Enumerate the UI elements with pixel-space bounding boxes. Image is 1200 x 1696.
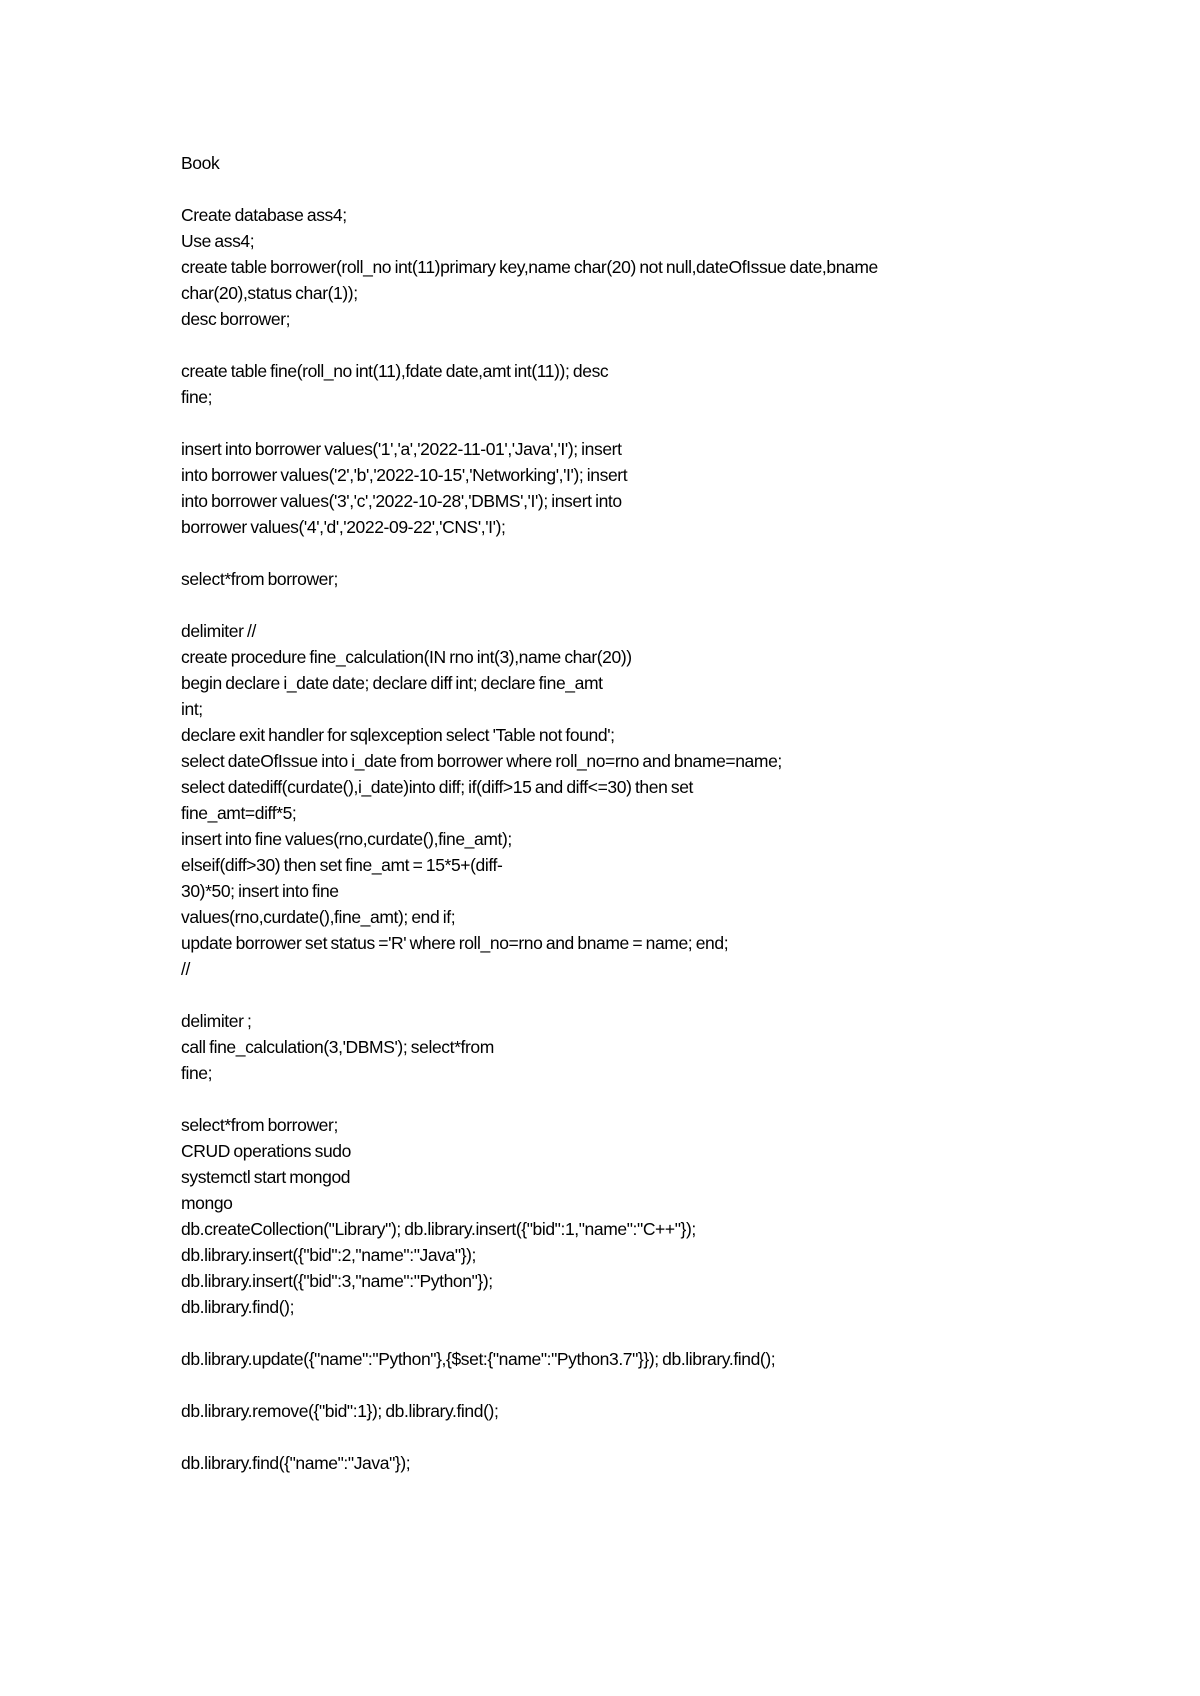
code-line: delimiter // (181, 621, 256, 641)
code-line: db.createCollection("Library"); db.library.insert({"bid":1,"name":"C++"}); (181, 1219, 696, 1239)
code-line: db.library.find({"name":"Java"}); (181, 1453, 411, 1473)
code-line: char(20),status char(1)); (181, 283, 358, 303)
code-line: desc borrower; (181, 309, 291, 329)
code-line: db.library.insert({"bid":2,"name":"Java"}); (181, 1245, 477, 1265)
code-line: select dateOfIssue into i_date from borrower where roll_no=rno and bname=name; (181, 751, 782, 771)
code-line: begin declare i_date date; declare diff int; declare fine_amt (181, 673, 603, 693)
code-line: CRUD operations sudo (181, 1141, 351, 1161)
code-block (181, 1398, 1141, 1424)
code-line: select*from borrower; (181, 1115, 338, 1135)
code-line: 30)*50; insert into fine (181, 881, 339, 901)
block-spacer (181, 1320, 1141, 1346)
code-line: int; (181, 699, 203, 719)
block-spacer (181, 1372, 1141, 1398)
block-spacer (181, 332, 1141, 358)
code-line: create procedure fine_calculation(IN rno int(3),name char(20)) (181, 647, 632, 667)
code-line: fine; (181, 387, 213, 407)
code-line: into borrower values('2','b','2022-10-15','Networking','I'); insert (181, 465, 628, 485)
code-block (181, 566, 1141, 592)
document-title: Book (181, 153, 220, 173)
code-line: create table fine(roll_no int(11),fdate date,amt int(11)); desc (181, 361, 609, 381)
code-block (181, 1008, 1141, 1086)
code-line: update borrower set status ='R' where roll_no=rno and bname = name; end; (181, 933, 729, 953)
code-line: db.library.remove({"bid":1}); db.library.find(); (181, 1401, 499, 1421)
block-spacer (181, 540, 1141, 566)
code-block (181, 1346, 1141, 1372)
code-block (181, 436, 1141, 540)
code-line: Use ass4; (181, 231, 255, 251)
code-line: Create database ass4; (181, 205, 347, 225)
code-block (181, 618, 1141, 982)
block-spacer (181, 1086, 1141, 1112)
block-spacer (181, 592, 1141, 618)
code-line: insert into borrower values('1','a','2022-11-01','Java','I'); insert (181, 439, 622, 459)
code-line: systemctl start mongod (181, 1167, 351, 1187)
code-line: mongo (181, 1193, 233, 1213)
block-spacer (181, 982, 1141, 1008)
code-line: select*from borrower; (181, 569, 338, 589)
code-block (181, 1112, 1141, 1320)
code-line: db.library.insert({"bid":3,"name":"Python"}); (181, 1271, 493, 1291)
code-line: call fine_calculation(3,'DBMS'); select*from (181, 1037, 494, 1057)
code-line: select datediff(curdate(),i_date)into diff; if(diff>15 and diff<=30) then set (181, 777, 694, 797)
code-line: fine; (181, 1063, 213, 1083)
code-line: db.library.find(); (181, 1297, 295, 1317)
code-line: // (181, 959, 190, 979)
code-line: elseif(diff>30) then set fine_amt = 15*5+(diff- (181, 855, 503, 875)
code-line: declare exit handler for sqlexception select 'Table not found'; (181, 725, 615, 745)
block-spacer (181, 1424, 1141, 1450)
document-body (181, 150, 1141, 1476)
code-block (181, 202, 1141, 332)
code-block (181, 358, 1141, 410)
code-block (181, 1450, 1141, 1476)
code-line: into borrower values('3','c','2022-10-28','DBMS','I'); insert into (181, 491, 622, 511)
code-line: fine_amt=diff*5; (181, 803, 297, 823)
code-line: create table borrower(roll_no int(11)primary key,name char(20) not null,dateOfIssue date,bname (181, 257, 878, 277)
code-line: delimiter ; (181, 1011, 252, 1031)
block-spacer (181, 410, 1141, 436)
block-spacer (181, 176, 1141, 202)
code-line: values(rno,curdate(),fine_amt); end if; (181, 907, 456, 927)
code-line: db.library.update({"name":"Python"},{$set:{"name":"Python3.7"}}); db.library.find(); (181, 1349, 776, 1369)
code-line: borrower values('4','d','2022-09-22','CNS','I'); (181, 517, 506, 537)
code-line: insert into fine values(rno,curdate(),fine_amt); (181, 829, 512, 849)
